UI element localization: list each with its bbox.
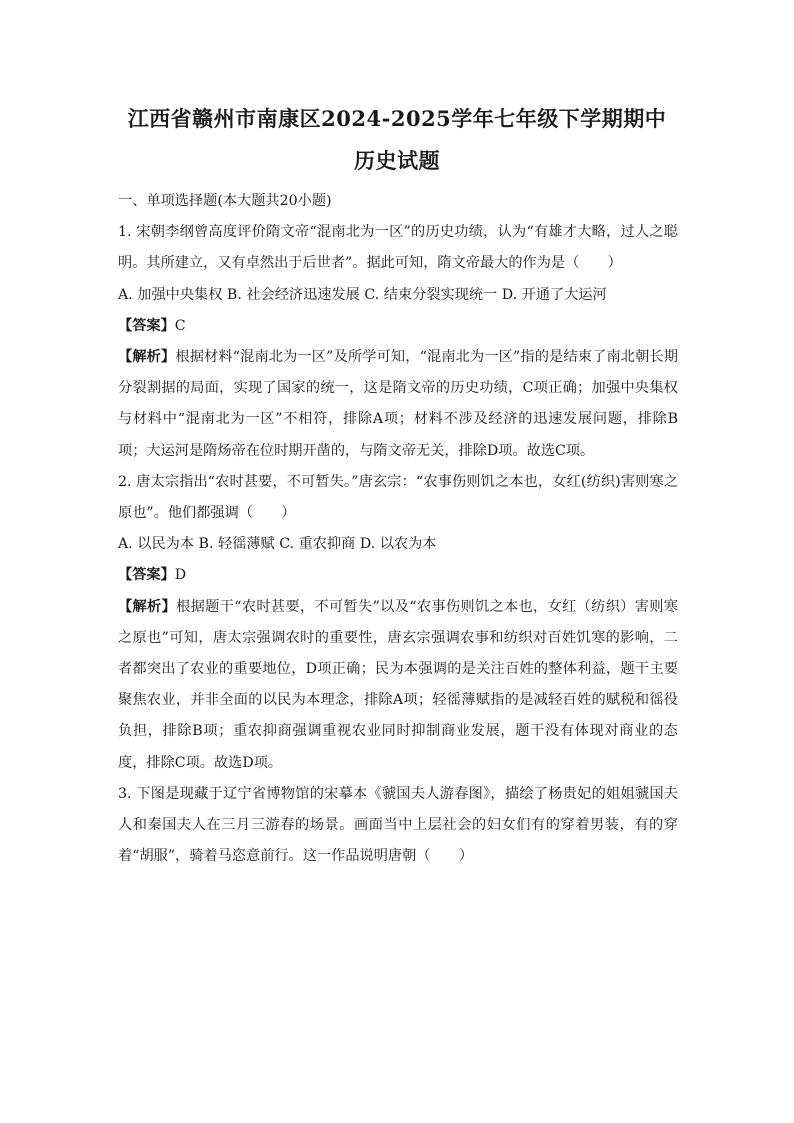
answer-value: D [174,567,187,584]
question-content [118,186,678,872]
answer-label: 【答案】 [118,317,175,334]
question-3-stem: 3. 下图是现藏于辽宁省博物馆的宋摹本《虢国夫人游春图》，描绘了杨贵妃的姐姐虢国夫人和秦国夫人在三月三游春的场景。画面当中上层社会的妇女们有的穿着男装，有的穿着“胡服”，骑着马恣意前行。这一作品说明唐朝（ ） [118,785,678,865]
question-2-answer [118,560,678,591]
analysis-label: 【解析】 [118,349,176,366]
answer-label: 【答案】 [118,567,175,584]
page-title: 江西省赣州市南康区2024-2025学年七年级下学期期中 [127,106,667,131]
answer-value: C [174,317,186,334]
question-2-options: A. 以民为本 B. 轻徭薄赋 C. 重农抑商 D. 以农为本 [118,536,437,553]
analysis-label: 【解析】 [118,598,177,615]
question-1-analysis [118,342,678,467]
analysis-text: 根据材料“混南北为一区”及所学可知，“混南北为一区”指的是结束了南北朝长期分裂割据的局面，实现了国家的统一，这是隋文帝的历史功绩，C项正确；加强中央集权与材料中“混南北为一区”不相符，排除A项；材料不涉及经济的迅速发展问题，排除B项；大运河是隋炀帝在位时期开凿的，与隋文帝无关，排除D项。故选C项。 [118,349,678,459]
question-1-answer [118,311,678,342]
analysis-text: 根据题干“农时甚要，不可暂失”以及“农事伤则饥之本也，女红（纺织）害则寒之原也”可知，唐太宗强调农时的重要性，唐玄宗强调农事和纺织对百姓饥寒的影响，二者都突出了农业的重要地位，D项正确；民为本强调的是关注百姓的整体利益，题干主要聚焦农业，并非全面的以民为本理念，排除A项；轻徭薄赋指的是减轻百姓的赋税和徭役负担，排除B项；重农抑商强调重视农业同时抑制商业发展，题干没有体现对商业的态度，排除C项。故选D项。 [118,598,678,771]
question-1-stem: 1. 宋朝李纲曾高度评价隋文帝“混南北为一区”的历史功绩，认为“有雄才大略，过人之聪明。其所建立，又有卓然出于后世者”。据此可知，隋文帝最大的作为是（ ） [118,224,678,272]
page-subtitle: 历史试题 [354,148,440,173]
question-2-stem: 2. 唐太宗指出“农时甚要，不可暂失。”唐玄宗：“农事伤则饥之本也，女红(纺织)害则寒之原也”。他们都强调（ ） [118,473,678,522]
section-heading: 一、单项选择题(本大题共20小题) [118,193,332,209]
question-2-analysis [118,592,678,779]
question-1-options: A. 加强中央集权 B. 社会经济迅速发展 C. 结束分裂实现统一 D. 开通了大运河 [118,286,607,303]
